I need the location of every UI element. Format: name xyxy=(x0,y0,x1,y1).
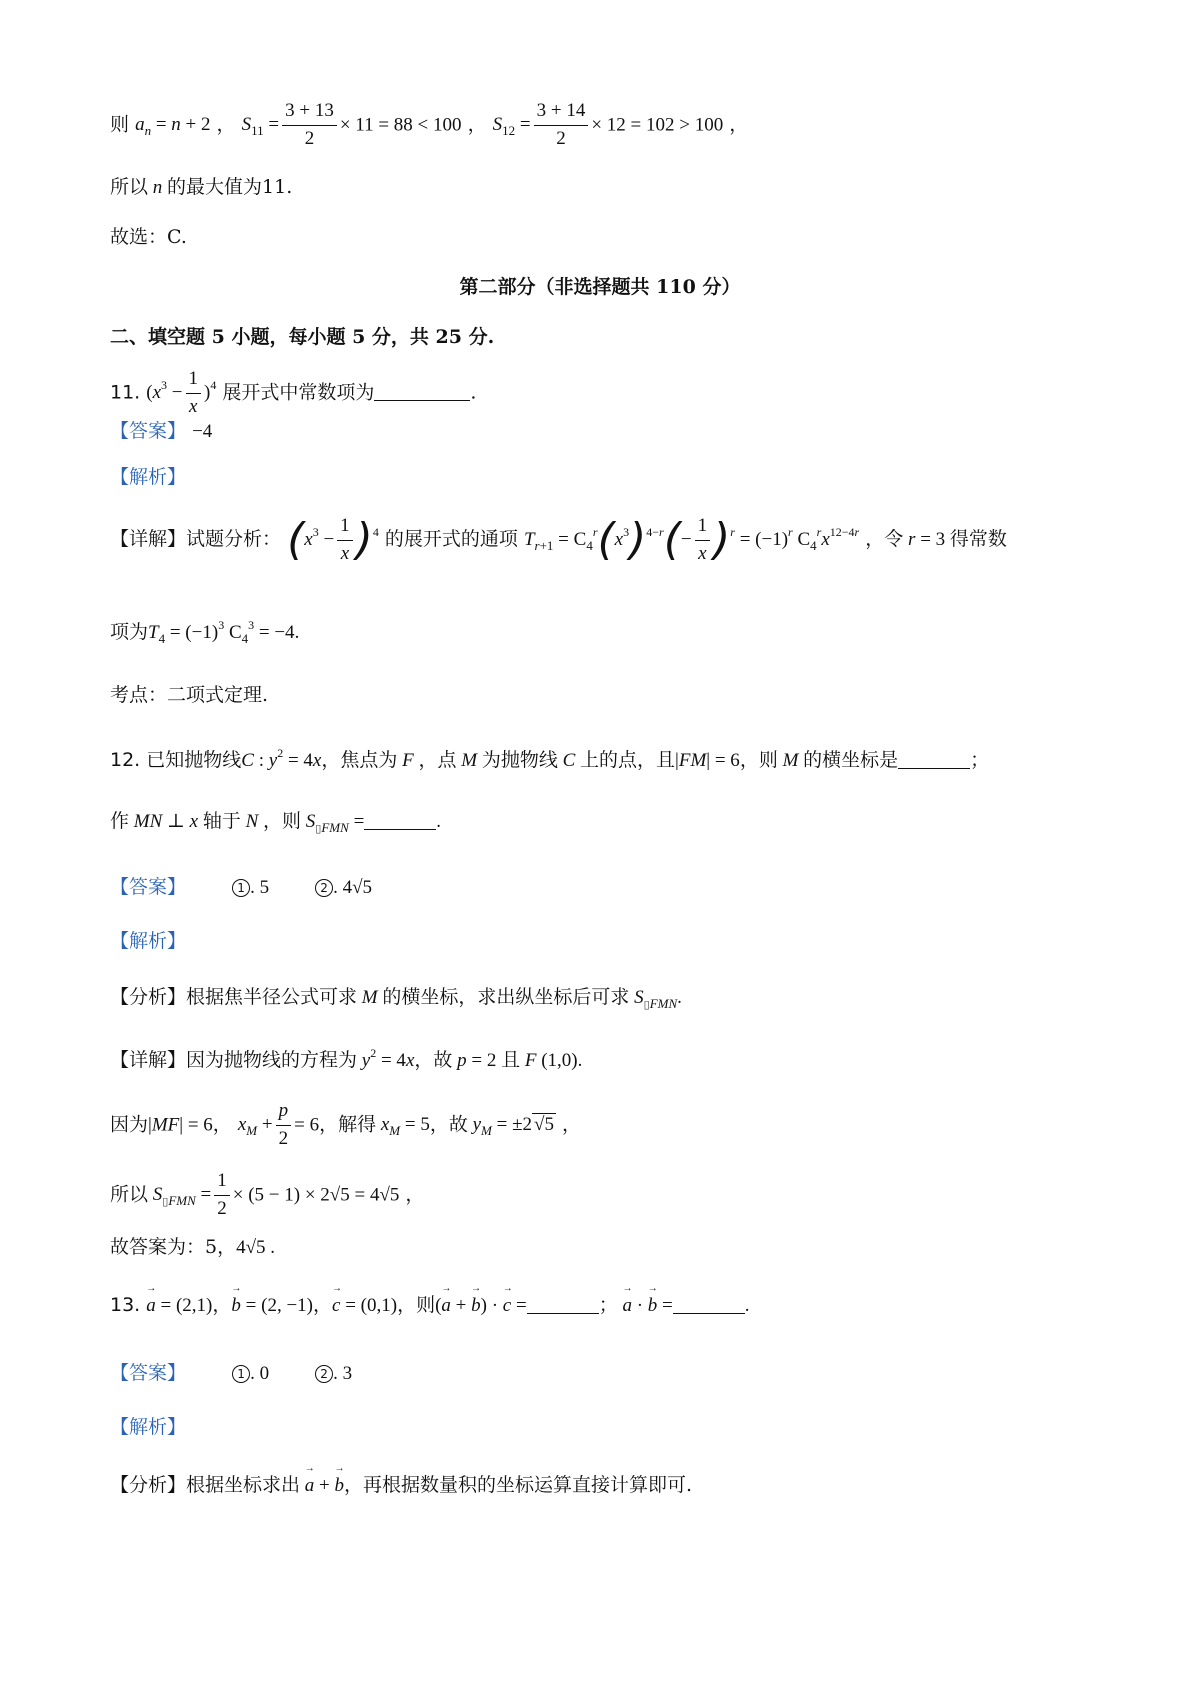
text: ； xyxy=(970,749,990,771)
answer-tag: 【答案】 xyxy=(110,1362,187,1384)
text: 【解析】 xyxy=(110,466,187,488)
detail-12: 【详解】因为抛物线的方程为 $y^2 = 4x$，故 p = 2 且 F (1,0). xyxy=(110,1046,583,1071)
detail-11-cont: 项为$T_4 = (-1)^3$ $C_4^3 = -4$. xyxy=(110,618,300,646)
question-12-cont: 作 MN ⊥ x 轴于 N ，则 $S_{▯FMN}$ = . xyxy=(110,810,442,835)
fraction: $\frac{1}{x}$ xyxy=(186,368,202,419)
text: 所以 xyxy=(110,176,149,198)
text: ， xyxy=(562,1113,582,1136)
text: 根据焦半径公式可求 xyxy=(186,986,358,1008)
answer-blank xyxy=(374,382,470,401)
text: 已知抛物线 xyxy=(146,749,242,771)
text: ， xyxy=(467,113,487,136)
formula-expansion: ($x^3$ − $\frac{1}{x}$ )$^4$ xyxy=(287,514,379,565)
answer-blank xyxy=(898,750,970,769)
text: 得常数 xyxy=(949,527,1007,550)
text: ， xyxy=(216,113,236,136)
text: 轴于 xyxy=(202,810,241,832)
text: 作 xyxy=(110,810,130,832)
formula-an: $a_n = n + 2$ xyxy=(135,114,211,139)
text: 因为 xyxy=(110,1113,149,1136)
text: 且 xyxy=(501,1049,521,1071)
answer-12: 【答案】 1 . 5 2 . 4√5 xyxy=(110,876,373,898)
question-12: 12. 已知抛物线C : $y^2 = 4x$，焦点为 F ，点 M 为抛物线 C 上的点，且|FM| = 6，则 M 的横坐标是 ； xyxy=(110,746,990,771)
answer-value: 4√5 xyxy=(342,877,373,898)
text: 故答案为：5， xyxy=(110,1236,237,1258)
text: 【解析】 xyxy=(110,930,187,952)
fraction: $\frac{p}{2}$ xyxy=(276,1100,292,1151)
text: ，则 xyxy=(263,810,302,832)
text: ，则 xyxy=(397,1294,436,1316)
text: 试题分析： xyxy=(186,527,282,550)
answer-13: 【答案】 1 . 0 2 . 3 xyxy=(110,1362,353,1384)
analysis-tag xyxy=(110,466,186,489)
analysis-12: 【分析】根据焦半径公式可求 M 的横坐标，求出纵坐标后可求 $S_{▯FMN}$. xyxy=(110,986,682,1011)
answer-tag: 【答案】 xyxy=(110,420,187,442)
line-max-n: 所以 n 的最大值为11. xyxy=(110,176,293,198)
formula-t4: $T_4 = (-1)^3$ $C_4^3 = -4$ xyxy=(148,618,295,646)
text: ，再根据数量积的坐标运算直接计算即可. xyxy=(344,1474,693,1496)
text: ，故 xyxy=(414,1049,453,1071)
answer-blank xyxy=(673,1295,745,1314)
answer-11 xyxy=(110,420,212,444)
text: ，故 xyxy=(429,1113,468,1136)
question-number: 13. xyxy=(110,1294,141,1316)
text: 故选：C. xyxy=(110,226,187,248)
line-an-s11-s12: 则 $a_n = n + 2$ ， $S_{11}$ = $\frac{3 + 13}{2}$ × 11 = 88 < 100 ， $S_{12}$ = $\frac{3 + 14}{2}$ × 12 = 102 > 100 ， xyxy=(110,100,749,149)
fraction: $\frac{1}{2}$ xyxy=(214,1170,230,1221)
answer-value: −4 xyxy=(192,421,213,442)
circled-two: 2 xyxy=(315,879,333,897)
analysis-label: 【分析】 xyxy=(110,1474,187,1496)
circled-one: 1 xyxy=(232,1365,250,1383)
text: 第二部分（非选择题共 110 分） xyxy=(459,276,741,298)
answer-value: 0 xyxy=(259,1363,270,1384)
analysis-label: 【分析】 xyxy=(110,986,187,1008)
text: 的展开式的通项 xyxy=(384,527,518,550)
text: ； xyxy=(598,1294,618,1316)
formula-s12: $S_{12}$ = xyxy=(492,114,531,139)
text: ， xyxy=(729,113,749,136)
text: . xyxy=(470,381,477,404)
text: ，则 xyxy=(739,749,778,771)
text: 展开式中常数项为 xyxy=(222,381,375,404)
text: ， xyxy=(313,1294,333,1316)
text: 的横坐标是 xyxy=(803,749,899,771)
detail-12-c: 所以 $S_{▯FMN}$ = $\frac{1}{2}$ × (5 − 1) × 2√5 = 4√5 ， xyxy=(110,1170,425,1219)
answer-value: 3 xyxy=(342,1363,353,1384)
detail-11: 【详解】试题分析： ($x^3$ − $\frac{1}{x}$ )$^4$ 的展开式的通项 $T_{r+1} = C_4^r(x^3)^{4-r}(-$ $\frac{1}{x}$ )$^r = (-1)^r$ $C_4^rx^{12-4r}$ ，令 r = 3 得常数 xyxy=(110,514,1007,565)
detail-tag: 【详解】 xyxy=(110,527,187,550)
text: 上的点，且 xyxy=(580,749,676,771)
question-number: 12. xyxy=(110,749,141,771)
text: ，点 xyxy=(418,749,457,771)
text: 的横坐标，求出纵坐标后可求 xyxy=(382,986,630,1008)
circled-two: 2 xyxy=(315,1365,333,1383)
analysis-tag xyxy=(110,930,186,953)
detail-tag: 【详解】 xyxy=(110,1049,187,1071)
section-heading xyxy=(110,326,494,349)
text: ， xyxy=(212,1294,232,1316)
analysis-tag xyxy=(110,1416,186,1439)
formula-s11: $S_{11}$ = xyxy=(241,114,280,139)
text: ， xyxy=(212,1113,232,1136)
question-11: 11. ($x^3$ − $\frac{1}{x}$ )$^4$ 展开式中常数项为 . xyxy=(110,368,477,417)
formula-general-term: $T_{r+1} = C_4^r(x^3)^{4-r}(-$ $\frac{1}{x}$ )$^r = (-1)^r$ $C_4^rx^{12-4r}$ xyxy=(523,514,860,565)
formula-binomial: ($x^3$ − xyxy=(146,378,183,404)
text: 二、填空题 5 小题，每小题 5 分，共 25 分. xyxy=(110,326,495,348)
text: ，令 xyxy=(865,527,904,550)
fraction: $\frac{3 + 13}{2}$ xyxy=(282,100,337,151)
answer-value: 5 xyxy=(259,877,270,898)
text: ，解得 xyxy=(319,1113,377,1136)
text: 的最大值为11. xyxy=(167,176,293,198)
answer-blank xyxy=(527,1295,599,1314)
text: ，焦点为 xyxy=(321,749,398,771)
answer-blank xyxy=(364,811,436,830)
question-number: 11. xyxy=(110,381,141,404)
key-point-11 xyxy=(110,684,268,707)
fraction: $\frac{3 + 14}{2}$ xyxy=(534,100,589,151)
text: 根据坐标求出 xyxy=(186,1474,301,1496)
text: 因为抛物线的方程为 xyxy=(186,1049,358,1071)
part-heading xyxy=(0,276,1200,299)
question-13: 13. → a = (2,1)，→ b = (2, −1)，→ c = (0,1)，则(→ a + → b) · → c = ； → a · → b = . xyxy=(110,1294,750,1318)
text: 为抛物线 xyxy=(481,749,558,771)
analysis-13: 【分析】根据坐标求出 → a + → b，再根据数量积的坐标运算直接计算即可. xyxy=(110,1474,692,1498)
text: 考点：二项式定理. xyxy=(110,684,269,706)
detail-12-b: 因为|MF| = 6， $x_M$ + $\frac{p}{2}$ = 6，解得 $x_M = 5$，故 $y_M = \pm 2$ √5 ， xyxy=(110,1100,582,1149)
text: 所以 xyxy=(110,1183,149,1206)
text: 项为 xyxy=(110,621,149,643)
answer-tag: 【答案】 xyxy=(110,876,187,898)
text: 则 xyxy=(110,113,130,136)
detail-12-d: 故答案为：5，4√5 . xyxy=(110,1236,276,1258)
circled-one: 1 xyxy=(232,879,250,897)
text: 【解析】 xyxy=(110,1416,187,1438)
line-choice xyxy=(110,226,187,249)
